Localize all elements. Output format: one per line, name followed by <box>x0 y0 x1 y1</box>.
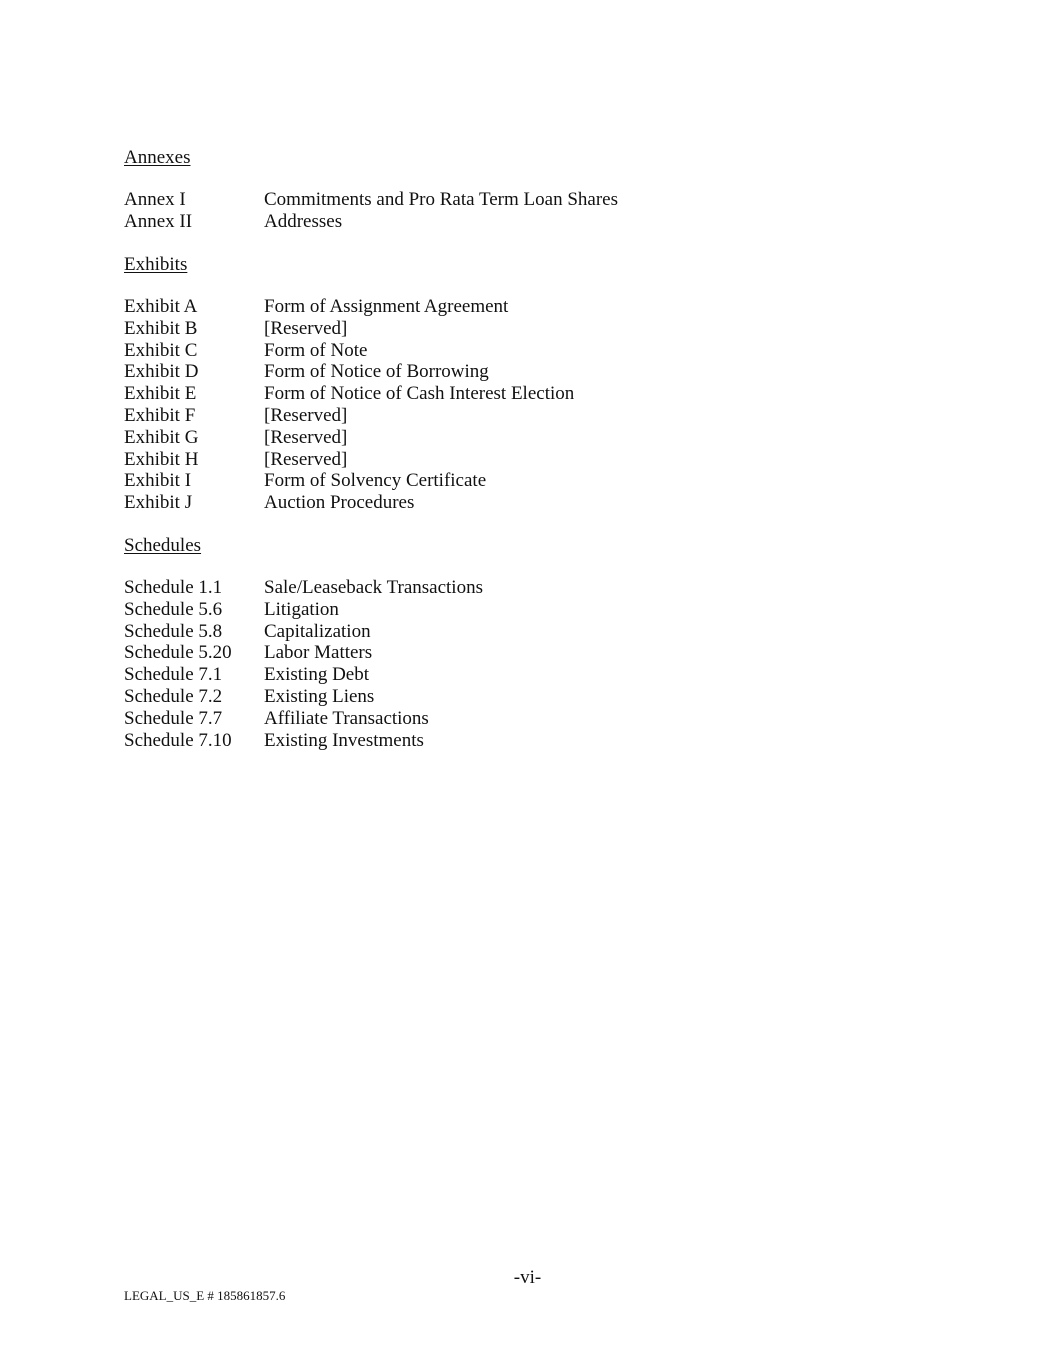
annexes-section <box>124 147 924 233</box>
annexes-list <box>124 189 924 233</box>
exhibit-label: Exhibit C <box>124 339 198 361</box>
exhibit-label: Exhibit G <box>124 426 199 448</box>
schedule-row <box>124 730 924 752</box>
annexes-heading: Annexes <box>124 147 191 168</box>
schedule-row <box>124 708 924 730</box>
annex-description: Addresses <box>264 210 343 232</box>
schedules-heading: Schedules <box>124 535 202 556</box>
schedule-description: Litigation <box>264 598 339 620</box>
exhibit-label: Exhibit E <box>124 383 197 405</box>
schedule-row <box>124 642 924 664</box>
exhibit-row <box>124 361 924 383</box>
exhibit-label: Exhibit H <box>124 448 199 470</box>
exhibit-label: Exhibit A <box>124 296 198 317</box>
exhibit-row <box>124 492 924 514</box>
exhibits-section <box>124 254 924 514</box>
exhibit-description: [Reserved] <box>264 448 348 470</box>
exhibit-label: Exhibit J <box>124 492 193 514</box>
exhibit-label: Exhibit B <box>124 317 198 339</box>
schedule-row <box>124 686 924 708</box>
schedule-description: Affiliate Transactions <box>264 707 429 729</box>
schedule-label: Schedule 7.1 <box>124 664 223 686</box>
schedule-description: Sale/Leaseback Transactions <box>264 577 483 598</box>
schedule-label: Schedule 7.10 <box>124 729 232 751</box>
exhibit-row <box>124 383 924 405</box>
schedule-row <box>124 621 924 643</box>
document-id: LEGAL_US_E # 185861857.6 <box>124 1288 286 1303</box>
schedule-label: Schedule 7.2 <box>124 685 223 707</box>
exhibit-description: [Reserved] <box>264 404 348 426</box>
exhibit-row <box>124 449 924 471</box>
exhibit-label: Exhibit I <box>124 470 192 492</box>
exhibit-description: Form of Assignment Agreement <box>264 296 509 317</box>
schedule-description: Existing Liens <box>264 685 375 707</box>
page-number: -vi- <box>513 1267 542 1288</box>
exhibit-label: Exhibit D <box>124 361 199 383</box>
schedule-label: Schedule 1.1 <box>124 577 223 598</box>
schedule-description: Existing Debt <box>264 664 370 686</box>
exhibit-description: Auction Procedures <box>264 492 415 514</box>
schedule-description: Capitalization <box>264 620 371 642</box>
annex-row <box>124 211 924 233</box>
annex-row <box>124 189 924 211</box>
annex-label: Annex I <box>124 189 186 210</box>
schedule-description: Existing Investments <box>264 729 424 751</box>
schedule-row <box>124 599 924 621</box>
exhibit-description: Form of Notice of Borrowing <box>264 361 489 383</box>
exhibit-description: Form of Notice of Cash Interest Election <box>264 383 575 405</box>
exhibit-row <box>124 296 924 318</box>
exhibit-label: Exhibit F <box>124 404 196 426</box>
schedule-label: Schedule 5.8 <box>124 620 223 642</box>
annex-label: Annex II <box>124 210 193 232</box>
schedule-label: Schedule 7.7 <box>124 707 223 729</box>
exhibits-list <box>124 296 924 514</box>
exhibit-description: Form of Note <box>264 339 368 361</box>
exhibit-row <box>124 427 924 449</box>
schedule-row <box>124 664 924 686</box>
exhibit-description: [Reserved] <box>264 426 348 448</box>
schedule-label: Schedule 5.6 <box>124 598 223 620</box>
exhibit-description: [Reserved] <box>264 317 348 339</box>
exhibit-description: Form of Solvency Certificate <box>264 470 487 492</box>
schedule-row <box>124 577 924 599</box>
schedules-section <box>124 535 924 751</box>
schedules-list <box>124 577 924 751</box>
annex-description: Commitments and Pro Rata Term Loan Shares <box>264 189 618 210</box>
schedule-description: Labor Matters <box>264 642 373 664</box>
exhibits-heading: Exhibits <box>124 254 188 275</box>
schedule-label: Schedule 5.20 <box>124 642 232 664</box>
exhibit-row <box>124 318 924 340</box>
exhibit-row <box>124 405 924 427</box>
exhibit-row <box>124 340 924 362</box>
exhibit-row <box>124 470 924 492</box>
